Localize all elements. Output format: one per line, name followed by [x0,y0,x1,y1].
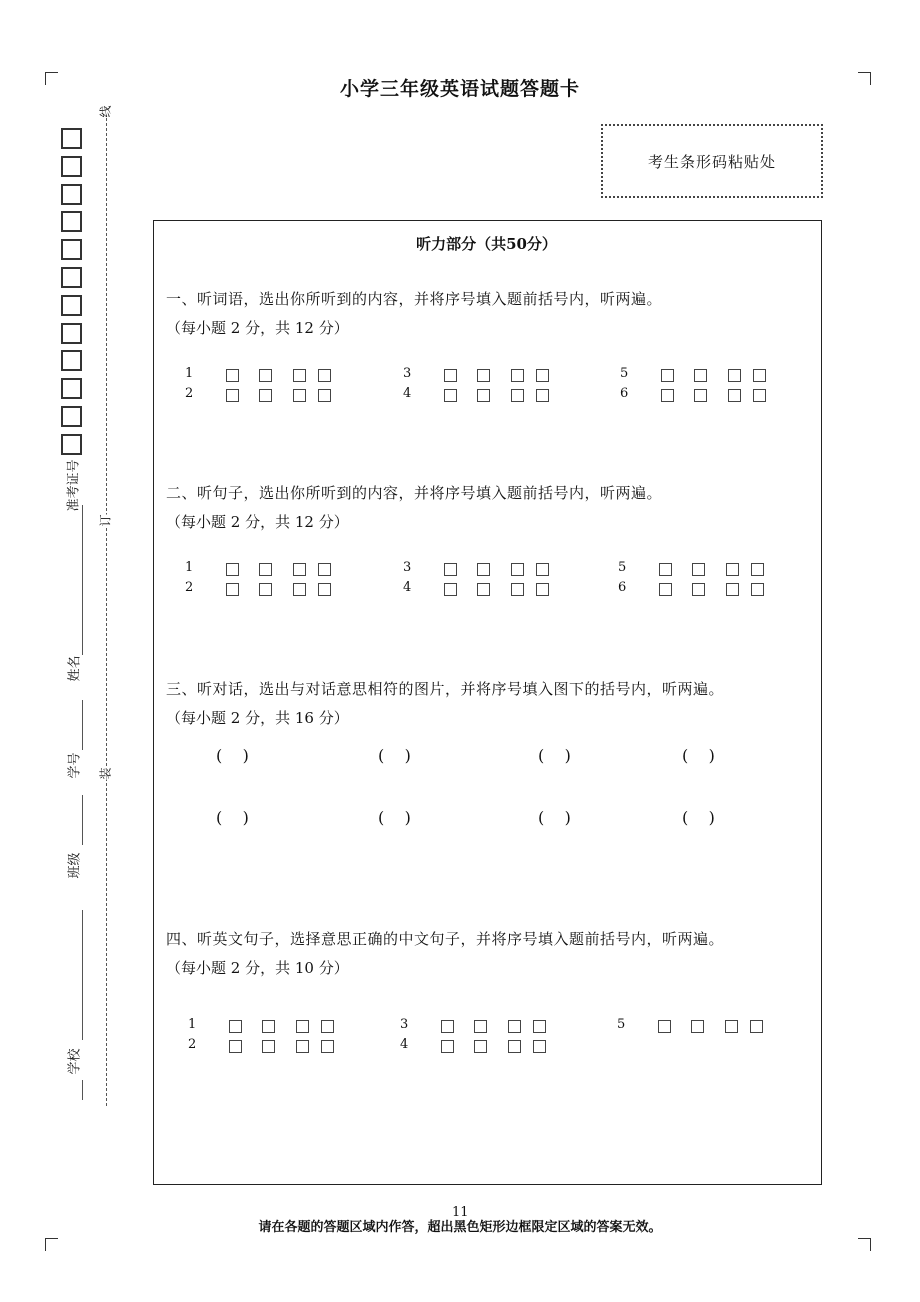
answer-checkbox[interactable] [259,369,272,382]
answer-checkbox[interactable] [726,563,739,576]
answer-checkbox[interactable] [692,583,705,596]
exam-id-digit-box[interactable] [61,350,82,371]
exam-id-digit-box[interactable] [61,267,82,288]
class-line[interactable] [82,910,83,1040]
question-number: 1 [188,1017,197,1032]
answer-checkbox[interactable] [226,583,239,596]
exam-id-digit-box[interactable] [61,156,82,177]
question-number: 2 [185,386,194,401]
student-number-label: 学号 [67,752,83,779]
answer-checkbox[interactable] [229,1040,242,1053]
section-score: （每小题 2 分，共 12 分） [166,319,349,337]
listening-answer-box [153,220,822,1185]
section-heading: 四、听英文句子，选择意思正确的中文句子，并将序号填入题前括号内，听两遍。 [166,930,725,948]
crop-mark [858,1238,871,1251]
answer-bracket[interactable]: ( ) [378,746,411,765]
answer-checkbox[interactable] [226,369,239,382]
answer-checkbox[interactable] [694,369,707,382]
answer-bracket[interactable]: ( ) [216,808,249,827]
answer-checkbox[interactable] [511,389,524,402]
answer-checkbox[interactable] [536,389,549,402]
question-number: 5 [617,1017,626,1032]
answer-checkbox[interactable] [658,1020,671,1033]
question-number: 4 [403,386,412,401]
exam-id-digit-box[interactable] [61,434,82,455]
answer-checkbox[interactable] [259,563,272,576]
binding-mark-ding: 订 [98,514,113,527]
barcode-label: 考生条形码粘贴处 [647,152,776,171]
answer-checkbox[interactable] [226,563,239,576]
answer-checkbox[interactable] [318,369,331,382]
answer-checkbox[interactable] [533,1020,546,1033]
exam-id-digit-box[interactable] [61,323,82,344]
answer-checkbox[interactable] [318,389,331,402]
answer-checkbox[interactable] [293,389,306,402]
answer-checkbox[interactable] [751,583,764,596]
question-number: 3 [400,1017,409,1032]
answer-checkbox[interactable] [259,389,272,402]
section-heading: 三、听对话，选出与对话意思相符的图片，并将序号填入图下的括号内，听两遍。 [166,680,725,698]
question-number: 3 [403,560,412,575]
answer-checkbox[interactable] [536,583,549,596]
answer-checkbox[interactable] [296,1040,309,1053]
exam-id-digit-box[interactable] [61,239,82,260]
answer-checkbox[interactable] [692,563,705,576]
footer-note: 请在各题的答题区域内作答，超出黑色矩形边框限定区域的答案无效。 [258,1220,662,1235]
answer-checkbox[interactable] [728,389,741,402]
section-heading: 二、听句子，选出你所听到的内容，并将序号填入题前括号内，听两遍。 [166,484,663,502]
answer-bracket[interactable]: ( ) [216,746,249,765]
section-heading: 一、听词语，选出你所听到的内容，并将序号填入题前括号内，听两遍。 [166,290,663,308]
section-score: （每小题 2 分，共 16 分） [166,709,349,727]
answer-checkbox[interactable] [536,563,549,576]
question-number: 6 [620,386,629,401]
answer-checkbox[interactable] [444,563,457,576]
answer-checkbox[interactable] [750,1020,763,1033]
answer-checkbox[interactable] [444,583,457,596]
answer-checkbox[interactable] [726,583,739,596]
crop-mark [45,1238,58,1251]
answer-checkbox[interactable] [751,563,764,576]
exam-id-digit-box[interactable] [61,211,82,232]
answer-checkbox[interactable] [229,1020,242,1033]
answer-checkbox[interactable] [296,1020,309,1033]
answer-checkbox[interactable] [477,389,490,402]
exam-id-digit-box[interactable] [61,406,82,427]
answer-checkbox[interactable] [511,583,524,596]
answer-checkbox[interactable] [293,563,306,576]
binding-dashed-line [106,118,107,1106]
answer-checkbox[interactable] [477,583,490,596]
page-title: 小学三年级英语试题答题卡 [339,78,580,100]
exam-id-digit-box[interactable] [61,184,82,205]
answer-checkbox[interactable] [321,1040,334,1053]
question-number: 6 [618,580,627,595]
question-number: 2 [188,1037,197,1052]
answer-checkbox[interactable] [477,563,490,576]
answer-checkbox[interactable] [477,369,490,382]
answer-checkbox[interactable] [474,1040,487,1053]
answer-checkbox[interactable] [262,1040,275,1053]
answer-checkbox[interactable] [661,369,674,382]
binding-mark-zhuang: 装 [98,767,113,780]
question-number: 3 [403,366,412,381]
exam-id-digit-box[interactable] [61,128,82,149]
answer-bracket[interactable]: ( ) [378,808,411,827]
name-label: 姓名 [67,655,83,682]
answer-bracket[interactable]: ( ) [682,808,715,827]
question-number: 1 [185,366,194,381]
answer-checkbox[interactable] [262,1020,275,1033]
answer-checkbox[interactable] [259,583,272,596]
page-number: 11 [452,1205,469,1220]
answer-checkbox[interactable] [691,1020,704,1033]
answer-checkbox[interactable] [725,1020,738,1033]
answer-checkbox[interactable] [321,1020,334,1033]
answer-checkbox[interactable] [444,369,457,382]
answer-checkbox[interactable] [318,563,331,576]
answer-bracket[interactable]: ( ) [538,808,571,827]
answer-checkbox[interactable] [661,389,674,402]
answer-checkbox[interactable] [728,369,741,382]
answer-checkbox[interactable] [659,583,672,596]
question-number: 1 [185,560,194,575]
question-number: 5 [620,366,629,381]
listening-title: 听力部分（共50分） [416,235,557,253]
school-label: 学校 [67,1048,83,1075]
barcode-area [601,124,823,198]
question-number: 2 [185,580,194,595]
answer-checkbox[interactable] [511,369,524,382]
answer-checkbox[interactable] [441,1020,454,1033]
answer-checkbox[interactable] [293,583,306,596]
answer-checkbox[interactable] [533,1040,546,1053]
binding-mark-xian: 线 [98,105,113,118]
question-number: 5 [618,560,627,575]
exam-id-digit-box[interactable] [61,378,82,399]
answer-checkbox[interactable] [536,369,549,382]
answer-checkbox[interactable] [444,389,457,402]
answer-bracket[interactable]: ( ) [538,746,571,765]
answer-checkbox[interactable] [318,583,331,596]
section-score: （每小题 2 分，共 12 分） [166,513,349,531]
school-line[interactable] [82,1080,83,1100]
answer-checkbox[interactable] [511,563,524,576]
class-label: 班级 [67,852,83,879]
name-line[interactable] [82,700,83,750]
question-number: 4 [400,1037,409,1052]
exam-id-digit-box[interactable] [61,295,82,316]
exam-id-label: 准考证号 [66,459,82,512]
answer-checkbox[interactable] [753,369,766,382]
answer-checkbox[interactable] [441,1040,454,1053]
answer-checkbox[interactable] [508,1040,521,1053]
answer-checkbox[interactable] [293,369,306,382]
student-number-line[interactable] [82,795,83,845]
answer-checkbox[interactable] [753,389,766,402]
answer-checkbox[interactable] [508,1020,521,1033]
exam-id-line[interactable] [82,505,83,655]
answer-checkbox[interactable] [659,563,672,576]
answer-checkbox[interactable] [474,1020,487,1033]
section-score: （每小题 2 分，共 10 分） [166,959,349,977]
answer-bracket[interactable]: ( ) [682,746,715,765]
question-number: 4 [403,580,412,595]
answer-checkbox[interactable] [694,389,707,402]
answer-checkbox[interactable] [226,389,239,402]
